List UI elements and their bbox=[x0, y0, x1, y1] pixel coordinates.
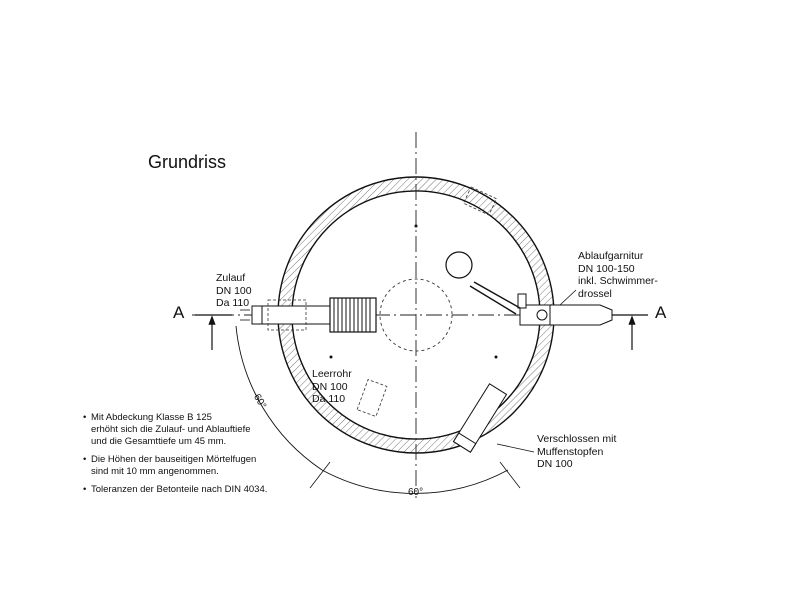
note-line: Die Höhen der bauseitigen Mörtelfugen bbox=[91, 454, 257, 465]
angle-label-left: 60° bbox=[251, 392, 269, 411]
note-line: Mit Abdeckung Klasse B 125 bbox=[91, 412, 212, 423]
note-line: und die Gesamttiefe um 45 mm. bbox=[91, 436, 227, 447]
empty-pipe bbox=[357, 380, 387, 417]
closed-label-line: DN 100 bbox=[537, 458, 573, 470]
section-marker-right: A bbox=[655, 303, 667, 322]
bullet: • bbox=[83, 454, 87, 465]
bullet: • bbox=[83, 412, 87, 423]
note-line: erhöht sich die Zulauf- und Ablauftiefe bbox=[91, 424, 251, 435]
angle-label-bottom: 60° bbox=[408, 487, 424, 498]
note-line: sind mit 10 mm angenommen. bbox=[91, 466, 219, 477]
inlet-label-line: DN 100 bbox=[216, 284, 252, 297]
note-item bbox=[83, 454, 267, 478]
screen-basket bbox=[330, 298, 376, 332]
note-item bbox=[83, 412, 267, 448]
outlet-label-line: DN 100-150 bbox=[578, 262, 635, 275]
page-title: Grundriss bbox=[148, 152, 227, 172]
closed-label-line: Muffenstopfen bbox=[537, 445, 604, 458]
empty-pipe-label-line: Da 110 bbox=[312, 393, 346, 405]
outlet-label bbox=[578, 250, 658, 300]
inlet-label-line: Da 110 bbox=[216, 297, 250, 309]
note-item bbox=[83, 484, 267, 496]
inlet-label bbox=[216, 272, 252, 310]
float-ball bbox=[446, 252, 472, 278]
closed-label bbox=[537, 433, 616, 471]
empty-pipe-label-line: DN 100 bbox=[312, 380, 348, 393]
bullet: • bbox=[83, 484, 87, 495]
notes-list bbox=[83, 412, 267, 502]
outlet-label-line: drossel bbox=[578, 287, 612, 300]
section-marker-left: A bbox=[173, 303, 185, 322]
outlet-label-line: Ablaufgarnitur bbox=[578, 250, 644, 262]
inlet-label-line: Zulauf bbox=[216, 272, 246, 284]
empty-pipe-label bbox=[312, 368, 352, 406]
empty-pipe-label-line: Leerrohr bbox=[312, 368, 352, 380]
closed-label-line: Verschlossen mit bbox=[537, 433, 617, 445]
note-line: Toleranzen der Betonteile nach DIN 4034. bbox=[91, 484, 268, 495]
outlet-label-line: inkl. Schwimmer- bbox=[578, 275, 658, 287]
